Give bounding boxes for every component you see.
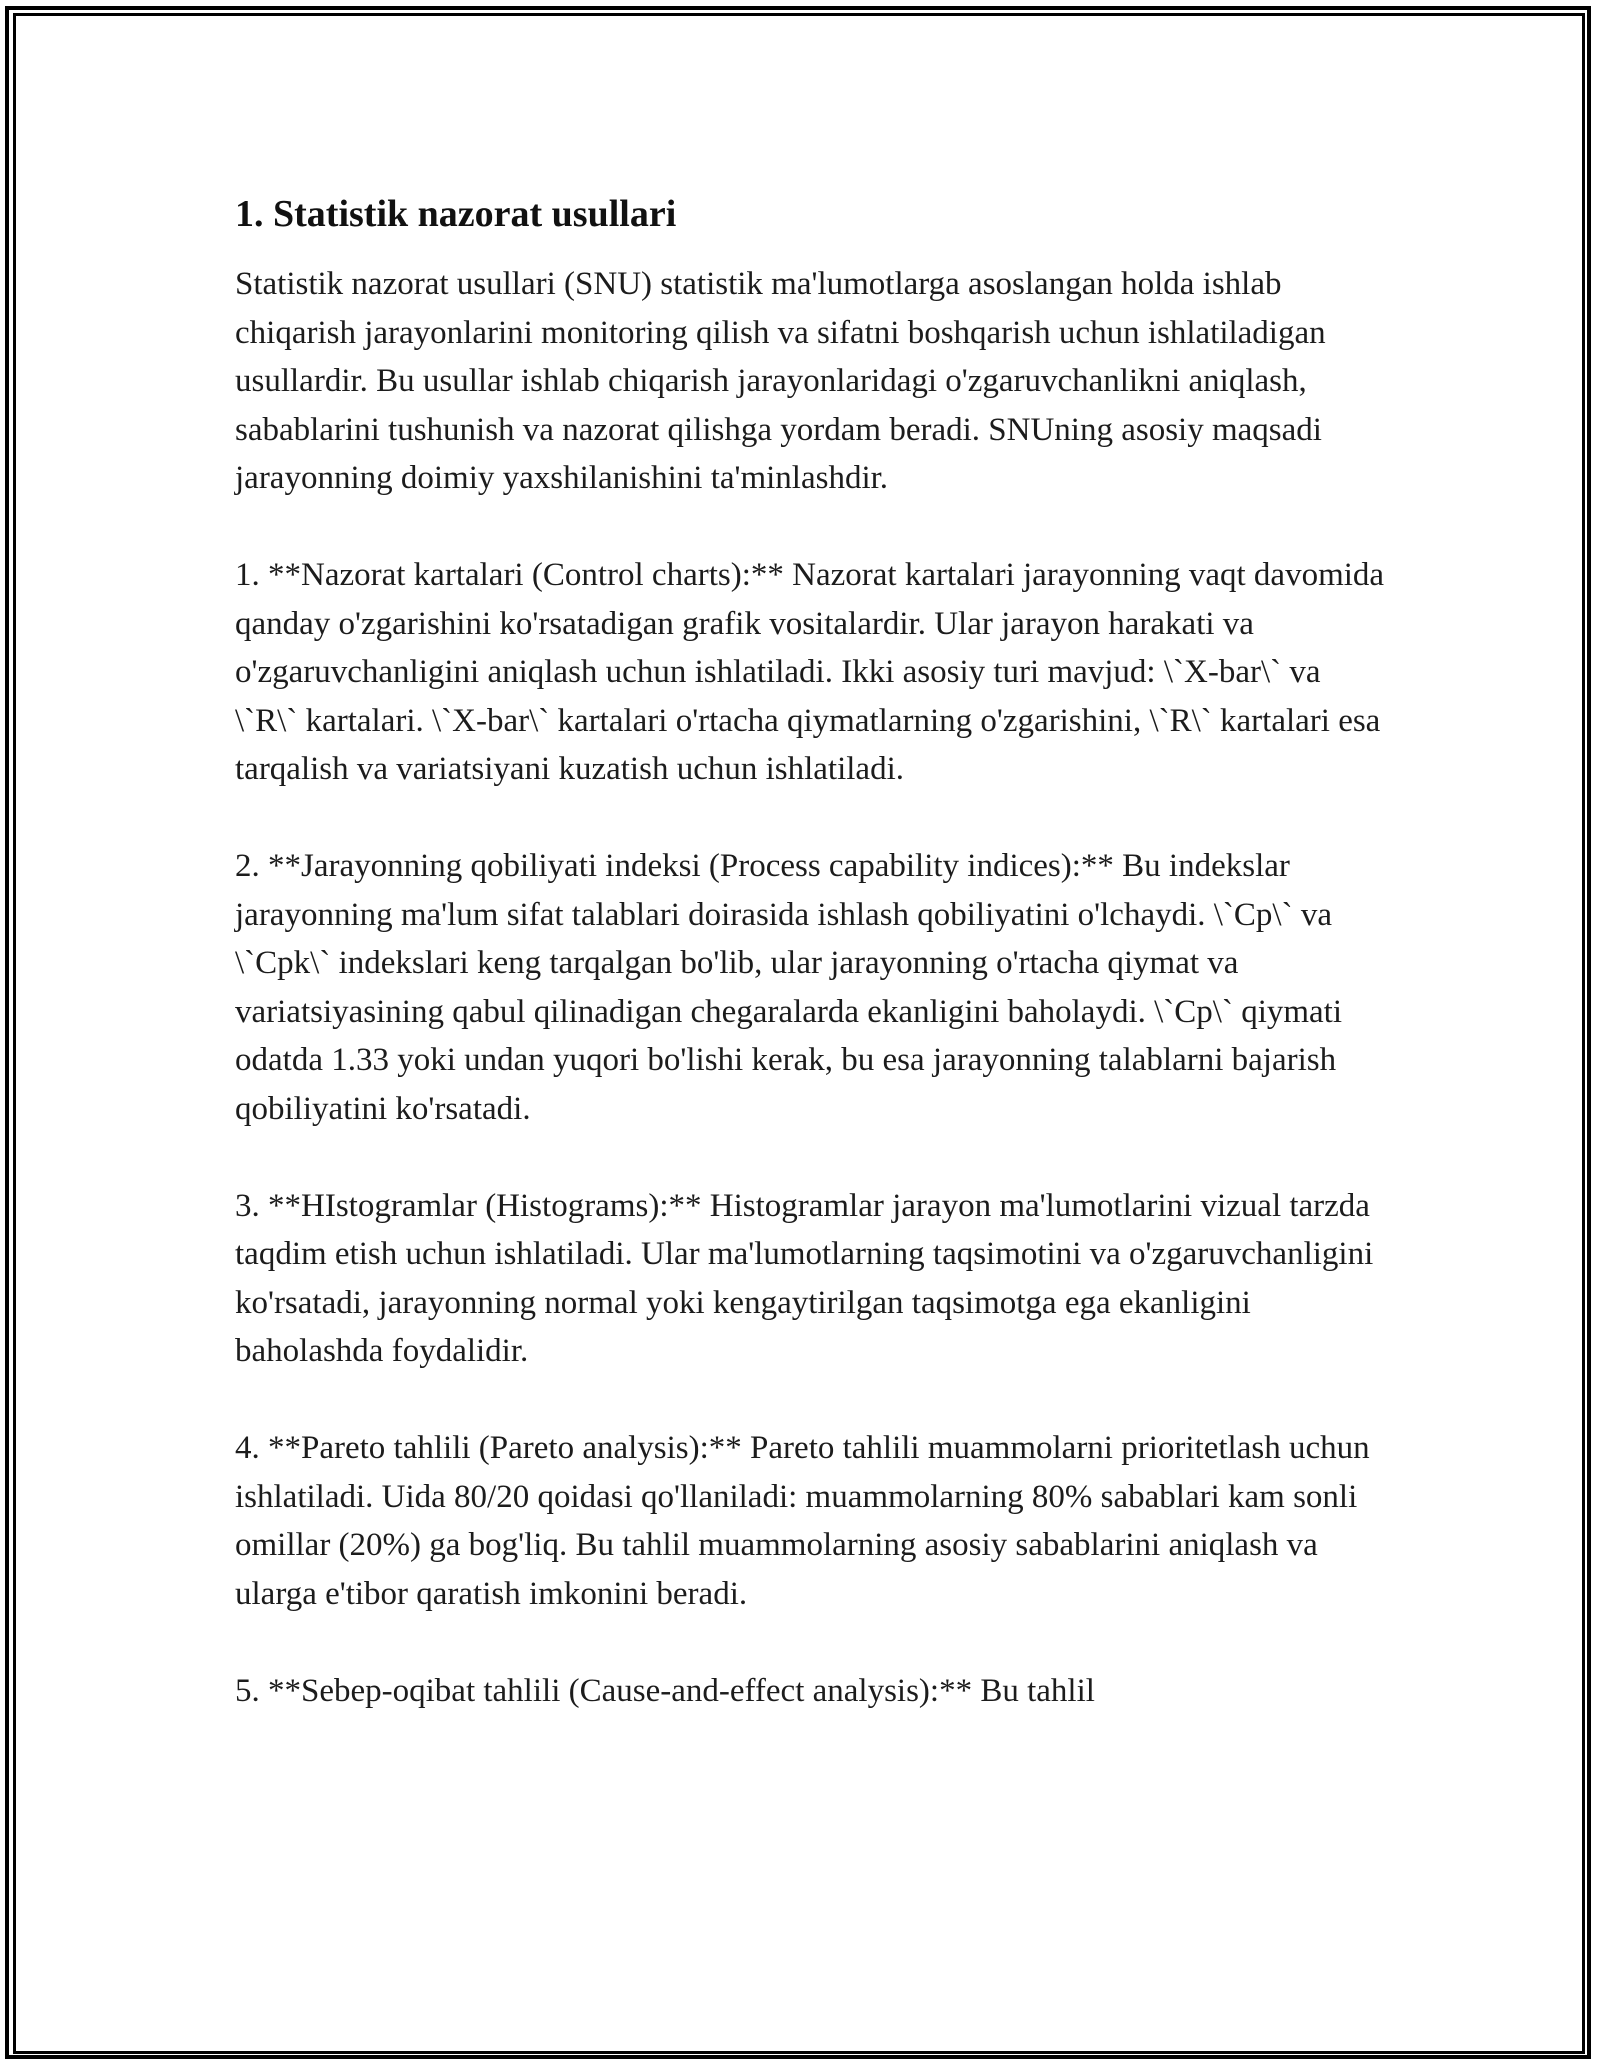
paragraph-histograms: 3. **HIstogramlar (Histograms):** Histogramlar jarayon ma'lumotlarini vizual tarzda taqdim etish uchun ishlatiladi. Ular ma'lumotlarning taqsimotini va o'zgaruvchanligini ko'rsatadi, jarayonning normal yoki kengaytirilgan taqsimotga ega ekanligini baholashda foydalidir.: [235, 1187, 1374, 1369]
paragraph-cause-effect: 5. **Sebep-oqibat tahlili (Cause-and-effect analysis):** Bu tahlil: [235, 1672, 1095, 1709]
document-body: [235, 190, 1385, 1764]
paragraph-pareto-analysis: 4. **Pareto tahlili (Pareto analysis):** Pareto tahlili muammolarni prioritetlash uchun ishlatiladi. Uida 80/20 qoidasi qo'llaniladi: muammolarning 80% sabablari kam sonli omillar (20%) ga bog'liq. Bu tahlil muammolarning asosiy sabablarini aniqlash va ularga e'tibor qaratish imkonini beradi.: [235, 1430, 1370, 1612]
intro-paragraph: Statistik nazorat usullari (SNU) statistik ma'lumotlarga asoslangan holda ishlab chiqarish jarayonlarini monitoring qilish va sifatni boshqarish uchun ishlatiladigan usullardir. Bu usullar ishlab chiqarish jarayonlaridagi o'zgaruvchanlikni aniqlash, sabablarini tushunish va nazorat qilishga yordam beradi. SNUning asosiy maqsadi jarayonning doimiy yaxshilanishini ta'minlashdir.: [235, 266, 1326, 496]
section-title: 1. Statistik nazorat usullari: [235, 193, 677, 235]
paragraph-process-capability: 2. **Jarayonning qobiliyati indeksi (Process capability indices):** Bu indekslar jarayonning ma'lum sifat talablari doirasida ishlash qobiliyatini o'lchaydi. \`Cp\` va \`Cpk\` indekslari keng tarqalgan bo'lib, ular jarayonning o'rtacha qiymat va variatsiyasining qabul qilinadigan chegaralarda ekanligini baholaydi. \`Cp\` qiymati odatda 1.33 yoki undan yuqori bo'lishi kerak, bu esa jarayonning talablarni bajarish qobiliyatini ko'rsatadi.: [235, 848, 1343, 1127]
paragraph-control-charts: 1. **Nazorat kartalari (Control charts):** Nazorat kartalari jarayonning vaqt davomida qanday o'zgarishini ko'rsatadigan grafik vositalardir. Ular jarayon harakati va o'zgaruvchanligini aniqlash uchun ishlatiladi. Ikki asosiy turi mavjud: \`X-bar\` va \`R\` kartalari. \`X-bar\` kartalari o'rtacha qiymatlarning o'zgarishini, \`R\` kartalari esa tarqalish va variatsiyani kuzatish uchun ishlatiladi.: [235, 557, 1385, 787]
